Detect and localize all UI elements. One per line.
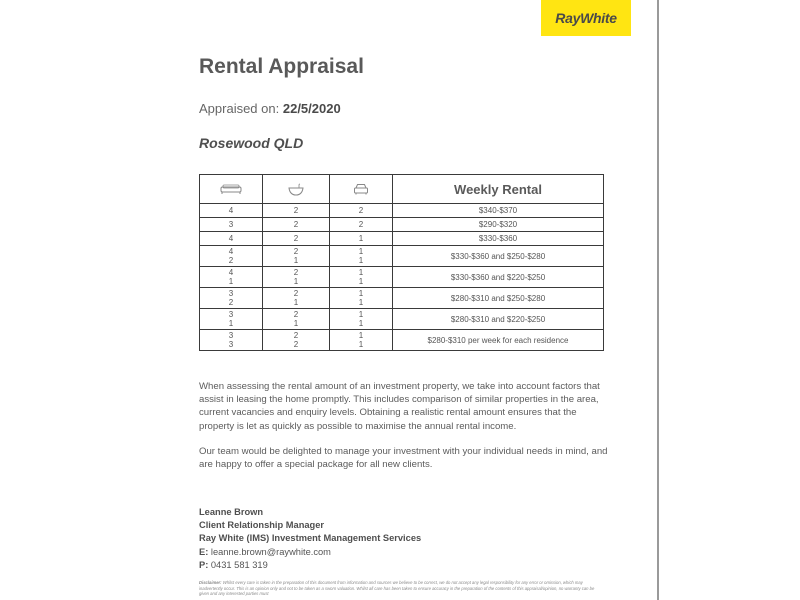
cars-cell: 2: [330, 218, 393, 232]
assessment-paragraph: When assessing the rental amount of an investment property, we take into account factors that assist in leasing the home promptly. This includes comparison of similar properties in the area, current vacancies and enquiry levels. Obtaining a realistic rental amount ensures that the property is let as quickly as possible to maximise the annual rental income.: [199, 381, 600, 432]
disclaimer: [199, 580, 599, 597]
cars-cell: [330, 267, 393, 288]
beds-value: 3: [228, 331, 234, 340]
cars-value: 1: [358, 319, 364, 328]
baths-cell: [263, 309, 330, 330]
bathrooms-header: [263, 175, 330, 204]
beds-value: 3: [228, 289, 234, 298]
baths-cell: 2: [263, 218, 330, 232]
cars-cell: [330, 288, 393, 309]
baths-cell: 2: [263, 232, 330, 246]
beds-cell: [200, 267, 263, 288]
baths-cell: [263, 288, 330, 309]
beds-value: 1: [228, 319, 234, 328]
cars-value: 1: [358, 310, 364, 319]
baths-value: 1: [293, 298, 299, 307]
beds-cell: 3: [200, 218, 263, 232]
signer-name: Leanne Brown: [199, 507, 264, 517]
beds-value: 4: [228, 247, 234, 256]
beds-cell: [200, 246, 263, 267]
cars-value: 1: [358, 268, 364, 277]
baths-value: 1: [293, 256, 299, 265]
cars-cell: 1: [330, 232, 393, 246]
bath-icon: [263, 183, 329, 196]
signer-phone: 0431 581 319: [210, 559, 268, 570]
baths-value: 2: [293, 340, 299, 349]
disclaimer-text: Whilst every care is taken in the preparation of this document from information and sources we believe to be correct, we do not accept any legal responsibility for any error or omission, which may inadvertently occur. This is an opinion only and not to be taken as a sworn valuation. Whilst all care has been taken to ensure accuracy in the preparation of the contents of this appraisal/opinion, no warranty can be given and any interested parties must: [199, 580, 595, 596]
cars-cell: [330, 330, 393, 351]
signer-email[interactable]: leanne.brown@raywhite.com: [210, 546, 331, 557]
beds-value: 4: [228, 268, 234, 277]
beds-cell: 4: [200, 204, 263, 218]
beds-cell: [200, 288, 263, 309]
beds-cell: [200, 330, 263, 351]
baths-cell: 2: [263, 204, 330, 218]
baths-cell: [263, 330, 330, 351]
baths-value: 2: [293, 247, 299, 256]
phone-label: P:: [199, 559, 209, 570]
table-row: [200, 288, 604, 309]
rent-cell: $280-$310 and $220-$250: [393, 309, 604, 330]
signature-block: [199, 506, 421, 572]
weekly-rental-header: Weekly Rental: [393, 175, 604, 204]
offer-paragraph: Our team would be delighted to manage your investment with your individual needs in mind, and are happy to offer a special package for all new clients.: [199, 446, 608, 471]
baths-value: 2: [293, 289, 299, 298]
table-row: [200, 204, 604, 218]
cars-value: 1: [358, 289, 364, 298]
signer-phone-line: [199, 559, 421, 572]
email-label: E:: [199, 546, 209, 557]
appraised-date: 22/5/2020: [282, 101, 341, 116]
table-row: [200, 309, 604, 330]
table-row: [200, 267, 604, 288]
baths-value: 1: [293, 319, 299, 328]
signer-company: Ray White (IMS) Investment Management Services: [199, 533, 422, 544]
table-row: [200, 218, 604, 232]
bedrooms-header: [200, 175, 263, 204]
cars-value: 1: [358, 256, 364, 265]
beds-value: 3: [228, 340, 234, 349]
baths-cell: [263, 246, 330, 267]
cars-cell: 2: [330, 204, 393, 218]
beds-value: 1: [228, 277, 234, 286]
rent-cell: $280-$310 per week for each residence: [393, 330, 604, 351]
car-icon: [330, 183, 392, 195]
cars-value: 1: [358, 298, 364, 307]
appraised-label: Appraised on:: [199, 101, 280, 116]
beds-cell: [200, 309, 263, 330]
signer-role: Client Relationship Manager: [199, 520, 325, 531]
signer-email-line: [199, 546, 421, 559]
beds-value: 2: [228, 256, 234, 265]
cars-value: 1: [358, 331, 364, 340]
baths-value: 1: [293, 277, 299, 286]
table-row: [200, 330, 604, 351]
page-title: Rental Appraisal: [199, 55, 364, 78]
rent-cell: $340-$370: [393, 204, 604, 218]
cars-cell: [330, 309, 393, 330]
page-edge: [657, 0, 659, 600]
rental-table: [199, 174, 604, 351]
logo-text: RayWhite: [555, 10, 617, 26]
beds-value: 3: [228, 310, 234, 319]
beds-value: 2: [228, 298, 234, 307]
baths-value: 2: [293, 268, 299, 277]
cars-value: 1: [358, 247, 364, 256]
parking-header: [330, 175, 393, 204]
appraised-date-line: [199, 101, 341, 116]
rent-cell: $330-$360 and $250-$280: [393, 246, 604, 267]
rent-cell: $330-$360 and $220-$250: [393, 267, 604, 288]
baths-value: 2: [293, 310, 299, 319]
rent-cell: $330-$360: [393, 232, 604, 246]
bed-icon: [200, 184, 262, 195]
table-header-row: [200, 175, 604, 204]
disclaimer-label: Disclaimer:: [199, 580, 222, 585]
cars-value: 1: [358, 340, 364, 349]
property-location: Rosewood QLD: [199, 135, 304, 151]
table-row: [200, 232, 604, 246]
rent-cell: $280-$310 and $250-$280: [393, 288, 604, 309]
table-row: [200, 246, 604, 267]
rent-cell: $290-$320: [393, 218, 604, 232]
baths-value: 2: [293, 331, 299, 340]
cars-value: 1: [358, 277, 364, 286]
cars-cell: [330, 246, 393, 267]
beds-cell: 4: [200, 232, 263, 246]
ray-white-logo: [541, 0, 631, 36]
baths-cell: [263, 267, 330, 288]
